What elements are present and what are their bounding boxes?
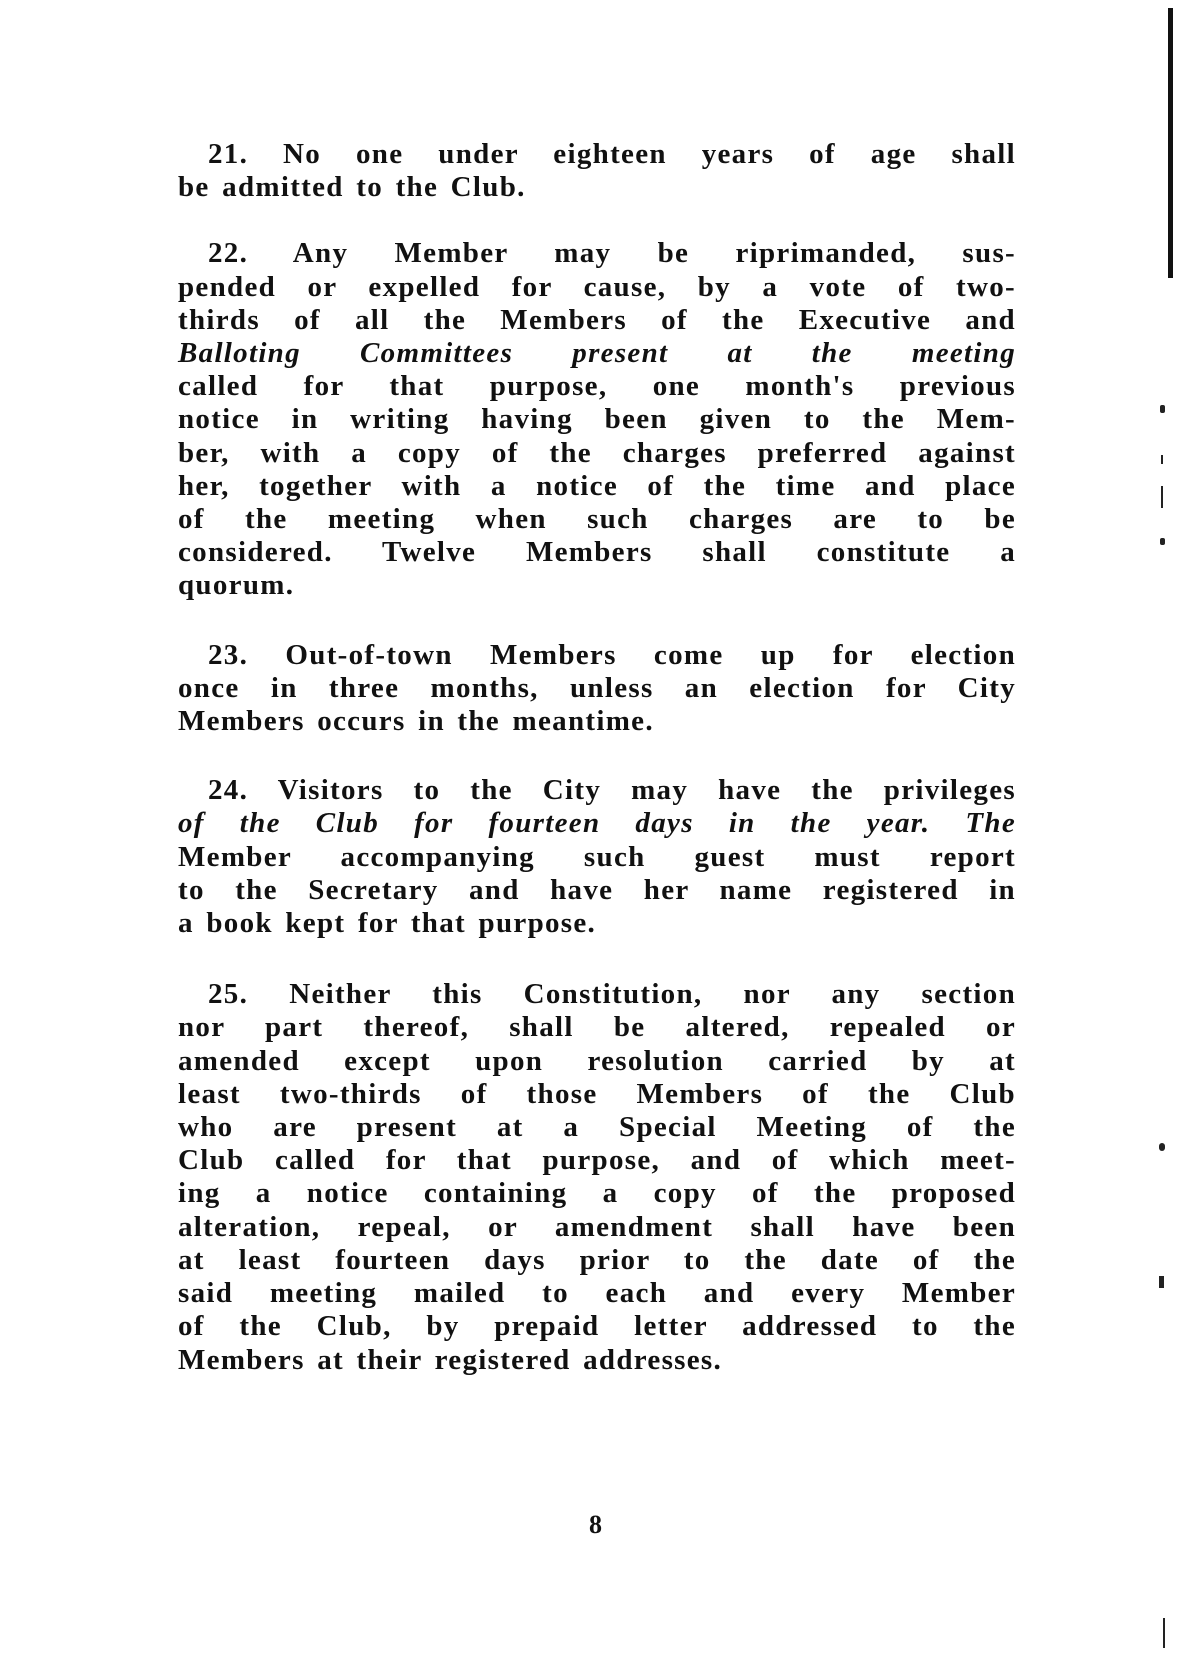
text-line: once in three months, unless an election for City [178,671,1016,704]
text-line: Members occurs in the meantime. [178,705,654,738]
scan-speck [1161,455,1163,464]
text-line: of the Club for fourteen days in the year. The [178,807,1016,840]
text-line: called for that purpose, one month's previous [178,370,1016,403]
text-line: 21. No one under eighteen years of age shall [208,138,1016,170]
page-edge-rule [1168,8,1173,278]
text-line: Member accompanying such guest must report [178,840,1016,873]
text-line: who are present at a Special Meeting of the [178,1111,1016,1144]
text-line: be admitted to the Club. [178,171,526,204]
text-line: ber, with a copy of the charges preferred against [178,436,1016,469]
scan-speck [1163,1618,1165,1648]
text-line: to the Secretary and have her name registered in [178,873,1016,906]
scan-speck [1159,1276,1164,1288]
section-22 [178,237,1016,602]
text-line: nor part thereof, shall be altered, repealed or [178,1011,1016,1044]
scan-speck [1160,538,1165,545]
text-line: of the meeting when such charges are to be [178,503,1016,536]
text-line: Club called for that purpose, and of which meet- [178,1144,1016,1177]
text-line: of the Club, by prepaid letter addressed to the [178,1310,1016,1343]
text-line: 25. Neither this Constitution, nor any section [208,978,1016,1011]
body-text [178,138,1016,1411]
text-line: Members at their registered addresses. [178,1343,723,1376]
text-line: said meeting mailed to each and every Member [178,1277,1016,1310]
scan-speck [1159,1143,1165,1151]
text-line: her, together with a notice of the time and place [178,469,1016,502]
text-line: thirds of all the Members of the Executive and [178,303,1016,336]
text-line: pended or expelled for cause, by a vote of two- [178,270,1016,303]
page-number: 8 [589,1510,602,1539]
text-line: notice in writing having been given to the Mem- [178,403,1016,436]
section-24 [178,774,1016,940]
scan-speck [1160,405,1165,413]
section-25 [178,978,1016,1376]
text-line: ing a notice containing a copy of the proposed [178,1177,1016,1210]
section-23 [178,639,1016,739]
text-line: at least fourteen days prior to the date of the [178,1243,1016,1276]
section-21 [178,138,1016,204]
text-line: amended except upon resolution carried by at [178,1044,1016,1077]
text-line: a book kept for that purpose. [178,907,597,940]
text-line: 23. Out-of-town Members come up for election [208,638,1016,671]
text-line: least two-thirds of those Members of the Club [178,1077,1016,1110]
scan-speck [1161,486,1163,508]
text-line: considered. Twelve Members shall constitute a [178,536,1016,569]
text-line: Balloting Committees present at the meeting [178,337,1016,370]
text-line: 24. Visitors to the City may have the privileges [208,774,1016,807]
text-line: quorum. [178,569,295,602]
text-line: 22. Any Member may be riprimanded, sus- [208,237,1016,270]
text-line: alteration, repeal, or amendment shall have been [178,1210,1016,1243]
